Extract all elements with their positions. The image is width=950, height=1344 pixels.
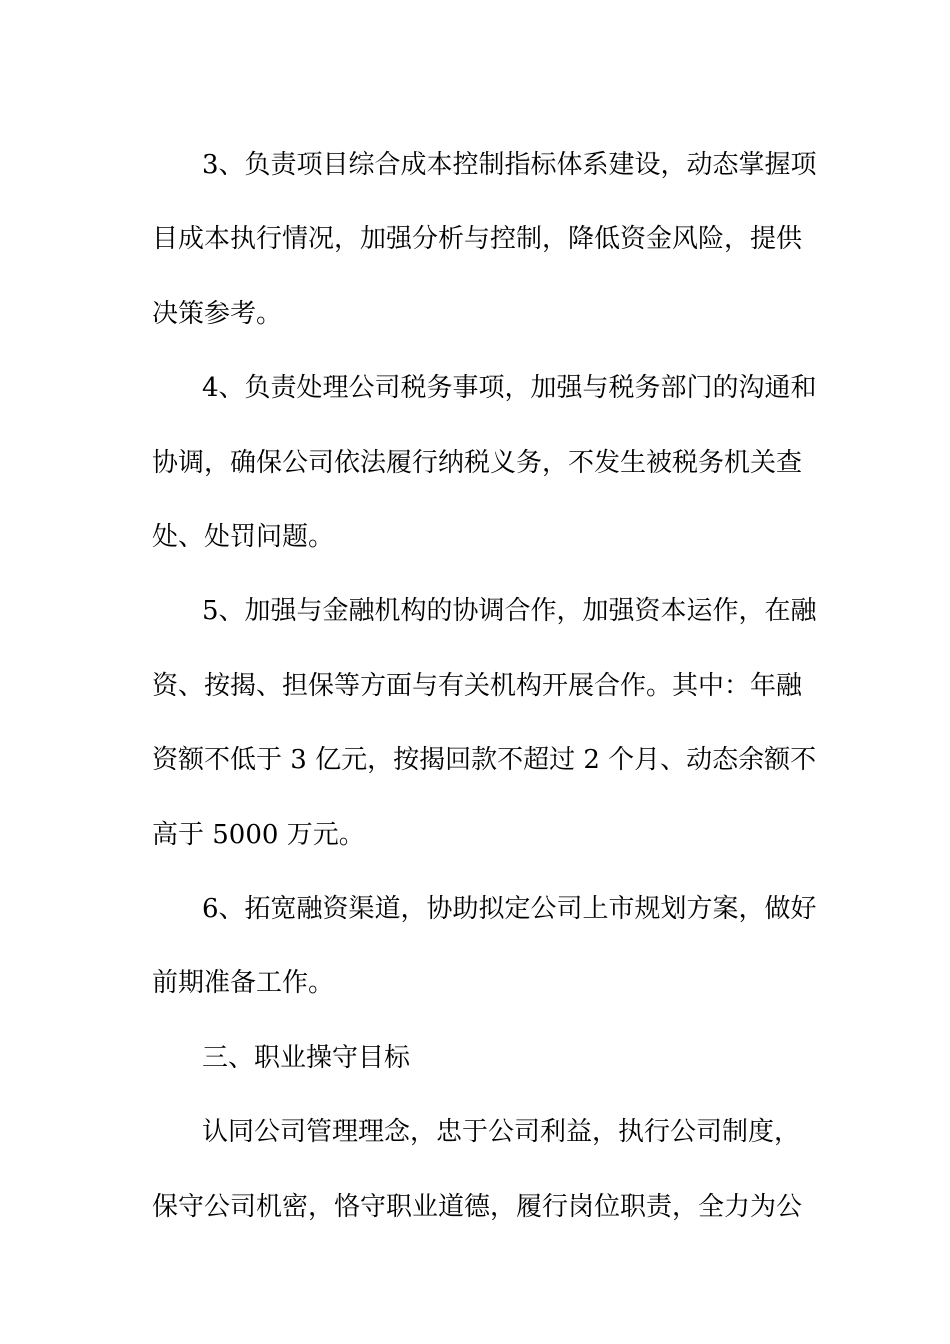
paragraph-item-3 [152, 128, 817, 351]
text-line: 协调，确保公司依法履行纳税义务，不发生被税务机关查 [152, 447, 803, 478]
heading-text: 三、职业操守目标 [202, 1042, 411, 1073]
text-line: 决策参考。 [152, 298, 283, 329]
text-line: 认同公司管理理念，忠于公司利益，执行公司制度， [202, 1117, 801, 1148]
paragraph-item-4 [152, 351, 817, 574]
paragraph-ethics [152, 1095, 804, 1244]
text-line: 4、负责处理公司税务事项，加强与税务部门的沟通和 [202, 373, 817, 404]
text-line: 前期准备工作。 [152, 968, 335, 999]
text-line: 处、处罚问题。 [152, 522, 335, 553]
text-line: 6、拓宽融资渠道，协助拟定公司上市规划方案，做好 [202, 894, 817, 925]
paragraph-item-5 [152, 574, 817, 872]
text-line: 目成本执行情况，加强分析与控制，降低资金风险，提供 [152, 224, 803, 255]
text-line: 资、按揭、担保等方面与有关机构开展合作。其中：年融 [152, 670, 803, 701]
text-line: 5、加强与金融机构的协调合作，加强资本运作，在融 [202, 596, 817, 627]
text-line: 3、负责项目综合成本控制指标体系建设，动态掌握项 [202, 150, 817, 180]
section-heading [152, 1021, 804, 1095]
paragraph-item-6 [152, 872, 817, 1021]
text-line: 保守公司机密，恪守职业道德，履行岗位职责，全力为公 [152, 1191, 803, 1222]
text-line: 高于 5000 万元。 [152, 819, 365, 850]
text-line: 资额不低于 3 亿元，按揭回款不超过 2 个月、动态余额不 [152, 745, 817, 776]
document-body [152, 128, 817, 1244]
